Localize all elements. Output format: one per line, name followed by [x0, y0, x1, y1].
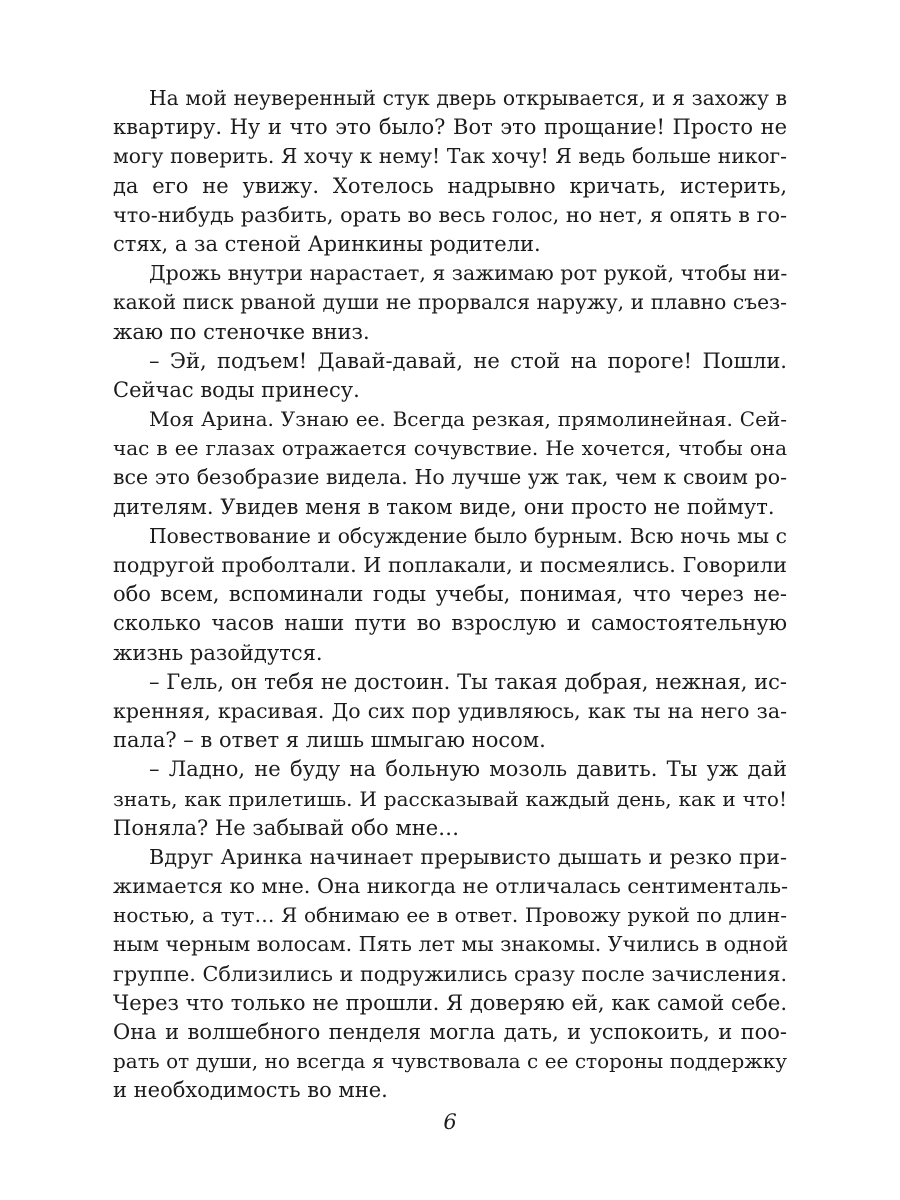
text-line: рать от души, но всегда я чувствовала с ее стороны поддержку — [113, 1049, 787, 1074]
text-line: На мой неуверенный стук дверь открывается, и я захожу в — [149, 86, 787, 110]
paragraph — [113, 259, 787, 347]
text-line: какой писк рваной души не прорвался наружу, и плавно съез- — [113, 290, 787, 315]
text-line: – Гель, он тебя не достоин. Ты такая добрая, нежная, ис- — [149, 669, 787, 694]
text-line: да его не увижу. Хотелось надрывно кричать, истерить, — [113, 173, 787, 198]
text-line: стях, а за стеной Аринкины родители. — [113, 231, 541, 256]
text-line: Дрожь внутри нарастает, я зажимаю рот рукой, чтобы ни- — [149, 261, 788, 286]
text-line: и необходимость во мне. — [113, 1078, 388, 1103]
text-line: Она и волшебного пенделя могла дать, и успокоить, и поо- — [113, 1020, 787, 1044]
text-line: знать, как прилетишь. И рассказывай каждый день, как и что! — [113, 786, 787, 811]
paragraph — [113, 522, 787, 668]
text-line: жаю по стеночке вниз. — [113, 319, 370, 344]
text-line: жизнь разойдутся. — [113, 640, 323, 665]
text-line: Вдруг Аринка начинает прерывисто дышать и резко при- — [149, 844, 787, 869]
text-line: ностью, а тут… Я обнимаю ее в ответ. Провожу рукой по длин- — [113, 903, 787, 928]
book-page-text — [113, 84, 787, 1106]
text-line: подругой проболтали. И поплакали, и посмеялись. Говорили — [113, 553, 787, 577]
text-line: час в ее глазах отражается сочувствие. Не хочется, чтобы она — [113, 436, 787, 461]
text-line: Через что только не прошли. Я доверяю ей, как самой себе. — [113, 990, 787, 1015]
paragraph — [113, 84, 787, 259]
text-line: группе. Сблизились и подружились сразу после зачисления. — [113, 961, 788, 986]
text-line: жимается ко мне. Она никогда не отличалась сентименталь- — [113, 874, 789, 899]
text-line: могу поверить. Я хочу к нему! Так хочу! Я ведь больше никог- — [113, 144, 787, 169]
text-line: что-нибудь разбить, орать во весь голос, но нет, я опять в го- — [113, 202, 787, 227]
text-line: пала? – в ответ я лишь шмыгаю носом. — [113, 728, 546, 753]
text-line: – Эй, подъем! Давай-давай, не стой на пороге! Пошли. — [149, 348, 787, 373]
text-line: сколько часов наши пути во взрослую и самостоятельную — [113, 611, 787, 636]
text-line: – Ладно, не буду на больную мозоль давить. Ты уж дай — [149, 757, 787, 782]
text-line: ным черным волосам. Пять лет мы знакомы. Учились в одной — [113, 932, 789, 957]
page-number: 6 — [443, 1110, 457, 1134]
paragraph — [113, 755, 787, 843]
paragraph — [113, 347, 787, 405]
text-line: кренняя, красивая. До сих пор удивляюсь, как ты на него за- — [113, 698, 787, 723]
text-line: квартиру. Ну и что это было? Вот это прощание! Просто не — [113, 115, 787, 140]
paragraph — [113, 668, 787, 756]
paragraph — [113, 843, 787, 1106]
text-line: Поняла? Не забывай обо мне… — [113, 815, 460, 840]
paragraph — [113, 405, 787, 522]
text-line: Моя Арина. Узнаю ее. Всегда резкая, прямолинейная. Сей- — [149, 407, 787, 432]
text-line: все это безобразие видела. Но лучше уж так, чем к своим ро- — [113, 465, 787, 490]
text-line: Сейчас воды принесу. — [113, 377, 360, 402]
text-line: Повествование и обсуждение было бурным. Всю ночь мы с — [149, 523, 787, 548]
text-line: обо всем, вспоминали годы учебы, понимая, что через не- — [113, 582, 787, 607]
text-line: дителям. Увидев меня в таком виде, они просто не поймут. — [113, 494, 775, 519]
